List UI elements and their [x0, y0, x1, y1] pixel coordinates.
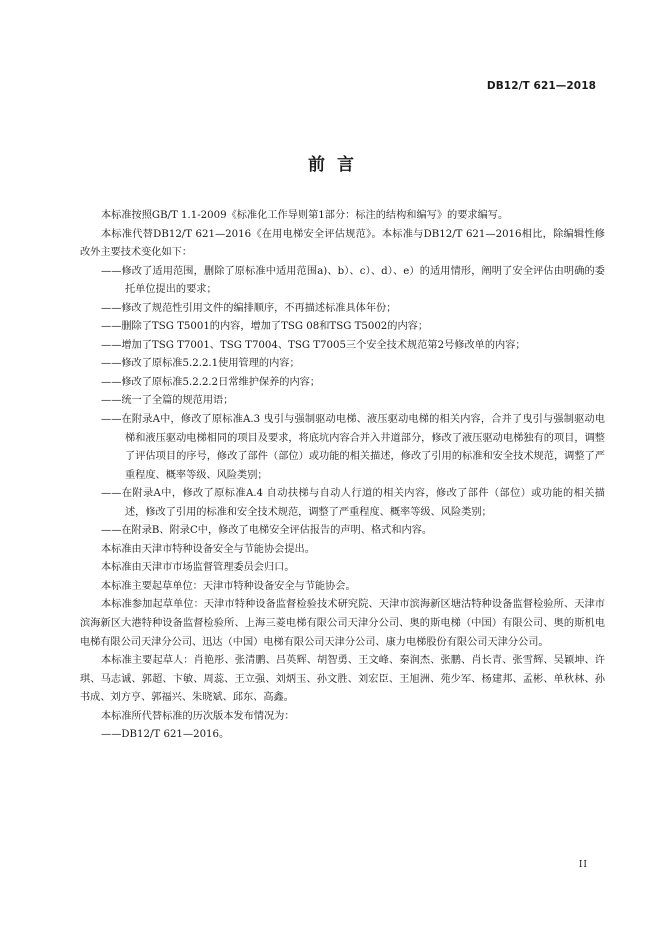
- change-item: ——在附录A中，修改了原标准A.4 自动扶梯与自动人行道的相关内容，修改了部件（部位）或功能的相关描述，修改了引用的标准和安全技术规范，调整了严重程度、概率等级、风险类别；: [101, 488, 605, 518]
- page-number: II: [578, 860, 588, 870]
- change-item: ——修改了原标准5.2.2.2日常维护保养的内容；: [101, 376, 321, 388]
- history-item: ——DB12/T 621—2016。: [101, 729, 230, 741]
- paragraph-history-intro: 本标准所代替标准的历次版本发布情况为：: [101, 710, 295, 722]
- foreword-body: [80, 207, 605, 745]
- paragraph-proposer: 本标准由天津市特种设备安全与节能协会提出。: [101, 543, 315, 555]
- paragraph-participating-orgs: 本标准参加起草单位：天津市特种设备监督检验技术研究院、天津市滨海新区塘沽特种设备监督检验所、天津市滨海新区大港特种设备监督检验所、上海三菱电梯有限公司天津分公司、奥的斯电梯（中国）有限公司、奥的斯机电电梯有限公司天津分公司、迅达（中国）电梯有限公司天津分公司、康力电梯股份有限公司天津分公司。: [80, 599, 605, 648]
- document-code: DB12/T 621—2018: [486, 80, 596, 92]
- change-item: ——在附录A中，修改了原标准A.3 曳引与强制驱动电梯、液压驱动电梯的相关内容，合并了曳引与强制驱动电梯和液压驱动电梯相同的项目及要求，将底坑内容合并入井道部分，修改了液压驱动电梯独有的项目，调整了评估项目的序号，修改了部件（部位）或功能的相关描述，修改了引用的标准和安全技术规范，调整了严重程度、概率等级、风险类别；: [101, 414, 605, 481]
- paragraph-drafting-basis: 本标准按照GB/T 1.1-2009《标准化工作导则第1部分：标注的结构和编写》的要求编写。: [101, 210, 509, 221]
- paragraph-administrator: 本标准由天津市市场监督管理委员会归口。: [101, 562, 295, 574]
- change-item: ——删除了TSG T5001的内容，增加了TSG 08和TSG T5002的内容；: [101, 321, 429, 333]
- change-item: ——修改了规范性引用文件的编排顺序，不再描述标准具体年份；: [101, 302, 397, 314]
- paragraph-main-drafters: 本标准主要起草人：肖艳彤、张清鹏、吕英辉、胡智勇、王文峰、秦润杰、张鹏、肖长青、张雪辉、吴颖坤、许琪、马志诚、郭超、卞敏、周蕊、王立强、刘炳玉、孙文胜、刘宏臣、王旭洲、苑少军、杨建邦、孟彬、单秋林、孙书成、刘方亨、郭福兴、朱晓斌、邱东、高鑫。: [80, 655, 605, 704]
- change-item: ——统一了全篇的规范用语；: [101, 395, 234, 407]
- change-item: ——增加了TSG T7001、TSG T7004、TSG T7005三个安全技术规范第2号修改单的内容；: [101, 339, 526, 351]
- section-title: 前言: [308, 155, 366, 175]
- paragraph-replacement: 本标准代替DB12/T 621—2016《在用电梯安全评估规范》。本标准与DB12/T 621—2016相比，除编辑性修改外主要技术变化如下：: [80, 228, 605, 259]
- change-item: ——修改了适用范围，删除了原标准中适用范围a)、b）、c）、d）、e）的适用情形，阐明了安全评估由明确的委托单位提出的要求；: [101, 265, 605, 296]
- change-item: ——修改了原标准5.2.2.1使用管理的内容；: [101, 358, 300, 370]
- change-item: ——在附录B、附录C中，修改了电梯安全评估报告的声明、格式和内容。: [101, 525, 433, 537]
- paragraph-main-drafter-org: 本标准主要起草单位：天津市特种设备安全与节能协会。: [101, 580, 356, 592]
